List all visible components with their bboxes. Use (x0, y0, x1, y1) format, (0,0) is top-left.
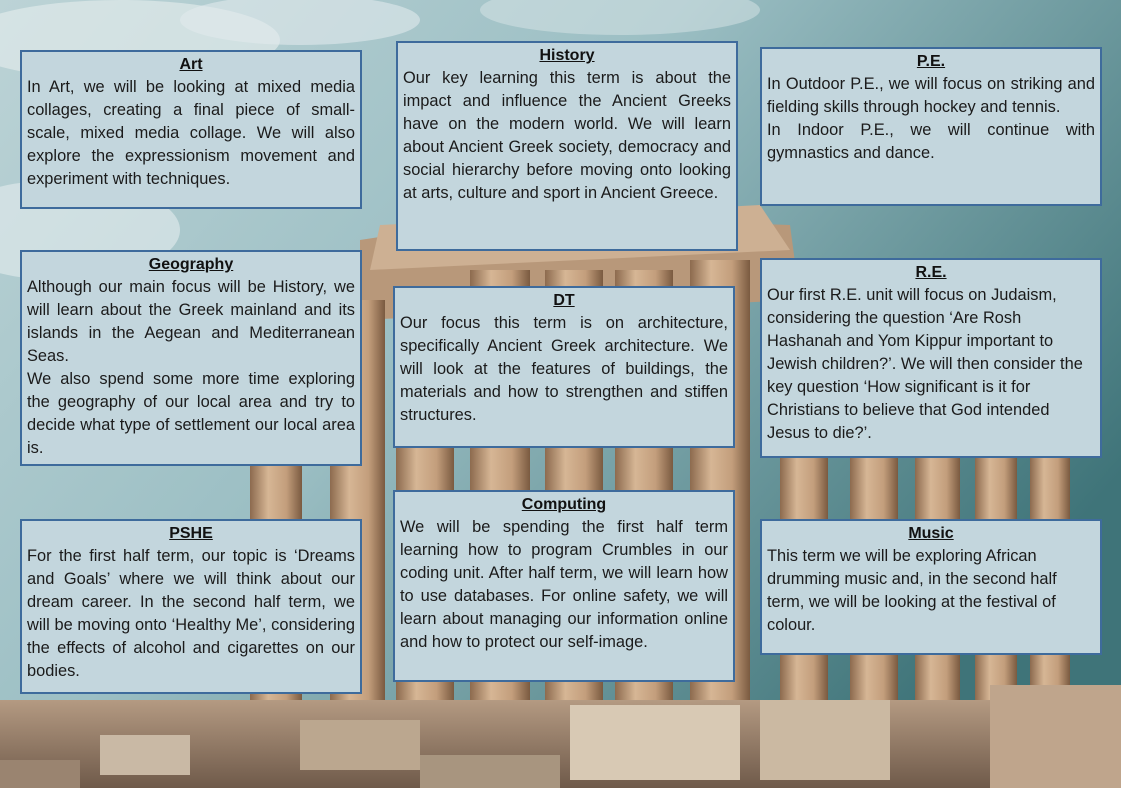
history-panel (396, 41, 738, 251)
dt-title: DT (553, 292, 575, 309)
pshe-text: For the first half term, our topic is ‘Dreams and Goals’ where we will think about our dream career. In the second half term, we will be moving onto ‘Healthy Me’, considering the effects of alcohol and cigarettes on our bodies. (27, 547, 355, 680)
history-title: History (539, 47, 595, 64)
geography-text-main: Although our main focus will be History, we will learn about the Greek mainland and its islands in the Aegean and Mediterranean Seas. (27, 278, 355, 365)
pe-text-outdoor: In Outdoor P.E., we will focus on striking and fielding skills through hockey and tennis. (767, 75, 1095, 116)
geography-text-local: We also spend some more time exploring the geography of our local area and try to decide what type of settlement our local area is. (27, 370, 355, 457)
pe-text-indoor: In Indoor P.E., we will continue with gymnastics and dance. (767, 121, 1095, 162)
art-panel (20, 50, 362, 209)
computing-text: We will be spending the first half term learning how to program Crumbles in our coding unit. After half term, we will learn how to use databases. For online safety, we will learn about managing our information online and how to protect our self-image. (400, 518, 728, 651)
history-text: Our key learning this term is about the impact and influence the Ancient Greeks have on the modern world. We will learn about Ancient Greek society, democracy and social hierarchy before moving onto looking at arts, culture and sport in Ancient Greece. (403, 69, 731, 202)
pshe-title: PSHE (169, 525, 213, 542)
pe-panel (760, 47, 1102, 206)
music-title: Music (908, 525, 954, 542)
art-title: Art (179, 56, 203, 73)
music-panel (760, 519, 1102, 655)
computing-panel (393, 490, 735, 682)
music-text: This term we will be exploring African drumming music and, in the second half term, we will be looking at the festival of colour. (767, 547, 1057, 634)
re-panel (760, 258, 1102, 458)
computing-title: Computing (521, 496, 607, 513)
dt-text: Our focus this term is on architecture, specifically Ancient Greek architecture. We will look at the features of buildings, the materials and how to strengthen and stiffen structures. (400, 314, 728, 424)
dt-panel (393, 286, 735, 448)
geography-title: Geography (148, 256, 234, 273)
geography-panel (20, 250, 362, 466)
pe-title: P.E. (916, 53, 946, 70)
art-text: In Art, we will be looking at mixed media collages, creating a final piece of small-scale, mixed media collage. We will also explore the expressionism movement and experiment with techniques. (27, 78, 355, 188)
re-title: R.E. (915, 264, 947, 281)
pshe-panel (20, 519, 362, 694)
re-text: Our first R.E. unit will focus on Judaism, considering the question ‘Are Rosh Hashanah and Yom Kippur important to Jewish children?’. We will then consider the key question ‘How significant is it for Christians to believe that God intended Jesus to die?’. (767, 286, 1083, 442)
